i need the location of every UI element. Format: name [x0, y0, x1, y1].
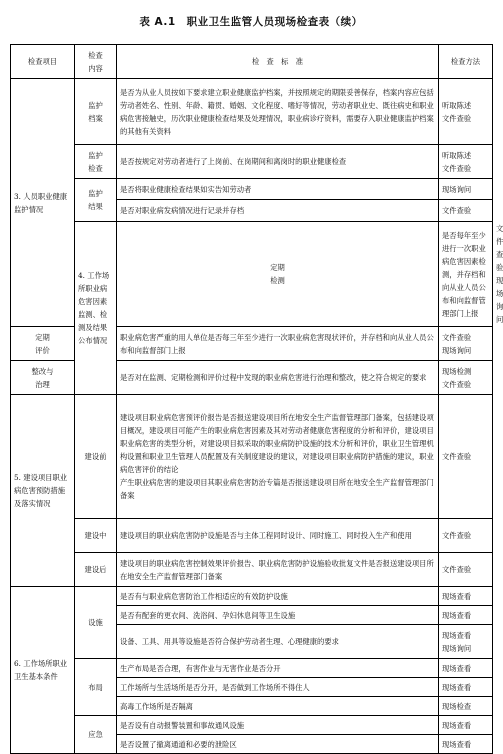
section-4-sub-rectify: 整改与 治理: [11, 361, 75, 395]
table-row: [11, 519, 493, 553]
section-6-sub-layout: 布局: [75, 659, 117, 716]
section-5-method-1: 文件查验: [439, 395, 493, 519]
section-4-sub-evaluate: 定期 评价: [11, 327, 75, 361]
section-6-method-3b: 现场查看: [439, 735, 493, 754]
section-6-method-3a: 现场查看: [439, 716, 493, 735]
section-6-method-1a: 现场查看: [439, 587, 493, 606]
section-3-item: 3. 人员职业健康监护情况: [11, 79, 75, 327]
table-row: [11, 716, 493, 735]
table-row: [11, 395, 493, 519]
section-6-sub-emergency: 应急: [75, 716, 117, 754]
section-6-standard-1c: 设备、工具、用具等设施是否符合保护劳动者生理、心理健康的要求: [117, 625, 439, 659]
section-4-method-3: 现场检测 文件查验: [439, 361, 493, 395]
section-6-standard-2b: 工作场所与生活场所是否分开，是否做到工作场所不得住人: [117, 678, 439, 697]
section-5-sub-during: 建设中: [75, 519, 117, 553]
table-row: [11, 145, 493, 179]
table-title: 表 A.1 职业卫生监管人员现场检查表（续）: [139, 16, 363, 28]
header-item: 检查项目: [11, 45, 75, 79]
section-6-standard-2c: 高毒工作场所是否隔离: [117, 697, 439, 716]
section-3-method-2: 听取陈述 文件查验: [439, 145, 493, 179]
table-row: [11, 659, 493, 678]
header-content: 检查 内容: [75, 45, 117, 79]
section-3-sub-result: 监护 结果: [75, 179, 117, 222]
section-6-sub-facility: 设施: [75, 587, 117, 659]
table-row: [11, 179, 493, 200]
header-method: 检查方法: [439, 45, 493, 79]
section-3-method-3b: 文件查验: [439, 200, 493, 222]
section-6-method-1c: 现场查看 现场询问: [439, 625, 493, 659]
table-row: [11, 79, 493, 145]
section-3-standard-3b: 是否对职业病发病情况进行记录并存档: [117, 200, 439, 222]
section-5-standard-3: 建设项目的职业病危害控制效果评价报告、职业病危害防护设施验收批复文件是否报送建设项目所在地安全生产监督管理部门备案: [117, 553, 439, 587]
header-row: [11, 45, 493, 79]
section-6-method-2a: 现场查看: [439, 659, 493, 678]
section-3-sub-check: 监护 检查: [75, 145, 117, 179]
section-5-standard-1: 建设项目职业病危害预评价报告是否报送建设项目所在地安全生产监督管理部门备案，包括建设项目概况，建设项目可能产生的职业病危害因素及其对劳动者健康危害程度的分析和评价，建设项目职业病危害的类型分析，对建设项目拟采取的职业病防护设施的技术分析和评价，职业卫生管理机构设置和职业卫生管理人员配置及有关制度建设的建议，对建设项目职业病防护措施的建议，职业病危害评价的结论 产生职业病危害的建设项目其职业病危害防治专篇是否报送建设项目所在地安全生产监督管理部门备案: [117, 395, 439, 519]
table-row: [11, 587, 493, 606]
section-6-method-1b: 现场查看: [439, 606, 493, 625]
section-5-method-3: 文件查验: [439, 553, 493, 587]
section-4-standard-1: 是否每年至少进行一次职业病危害因素检测，并存档和向从业人员公布和向监督管理部门上报: [439, 222, 493, 327]
section-5-sub-before: 建设前: [75, 395, 117, 519]
section-3-standard-3a: 是否将职业健康检查结果如实告知劳动者: [117, 179, 439, 200]
section-6-method-2b: 现场查看: [439, 678, 493, 697]
section-4-sub-detect: 定期 检测: [117, 222, 439, 327]
section-6-item: 6. 工作场所职业卫生基本条件: [11, 587, 75, 754]
section-6-standard-1a: 是否有与职业病危害防治工作相适应的有效防护设施: [117, 587, 439, 606]
section-4-standard-3: 是否对在监测、定期检测和评价过程中发现的职业病危害进行治理和整改，使之符合规定的要求: [117, 361, 439, 395]
table-row: [11, 553, 493, 587]
section-4-item: 4. 工作场所职业病危害因素监测、检测及结果公布情况: [75, 222, 117, 395]
section-3-standard-2: 是否按规定对劳动者进行了上岗前、在岗期间和离岗时的职业健康检查: [117, 145, 439, 179]
section-5-method-2: 文件查验: [439, 519, 493, 553]
section-6-standard-3b: 是否设置了撤离通道和必要的泄险区: [117, 735, 439, 754]
section-3-method-3a: 现场询问: [439, 179, 493, 200]
section-3-method-1: 听取陈述 文件查验: [439, 79, 493, 145]
section-6-method-2c: 现场检查: [439, 697, 493, 716]
section-6-standard-3a: 是否设有自动报警装置和事故通风设施: [117, 716, 439, 735]
section-3-standard-1: 是否为从业人员按如下要求建立职业健康监护档案，并按照规定的期限妥善保存，档案内容应包括劳动者姓名、性别、年龄、籍贯、婚姻、文化程度、嗜好等情况，劳动者职业史、既往病史和职业病危害接触史，历次职业健康检查结果及处理情况，职业病诊疗资料，需要存入职业健康监护档案的其他有关资料: [117, 79, 439, 145]
section-4-method-2: 文件查验 现场询问: [439, 327, 493, 361]
table-row: 4. 工作场所职业病危害因素监测、检测及结果公布情况 定期 检测 是否每年至少进行一次职业病危害因素检测，并存档和向从业人员公布和向监督管理部门上报 文件查验 现场询问: [11, 222, 493, 327]
section-5-item: 5. 建设项目职业病危害预防措施及落实情况: [11, 395, 75, 587]
header-standard: 检 查 标 准: [117, 45, 439, 79]
inspection-table: [10, 44, 503, 754]
section-3-sub-archive: 监护 档案: [75, 79, 117, 145]
section-6-standard-1b: 是否有配套的更衣间、洗浴间、孕妇休息间等卫生设施: [117, 606, 439, 625]
section-5-sub-after: 建设后: [75, 553, 117, 587]
section-4-standard-2: 职业病危害严重的用人单位是否每三年至少进行一次职业病危害现状评价，并存档和向从业人员公布和向监督部门上报: [117, 327, 439, 361]
section-5-standard-2: 建设项目的职业病危害防护设施是否与主体工程同时设计、同时施工、同时投入生产和使用: [117, 519, 439, 553]
section-6-standard-2a: 生产布局是否合理，有害作业与无害作业是否分开: [117, 659, 439, 678]
